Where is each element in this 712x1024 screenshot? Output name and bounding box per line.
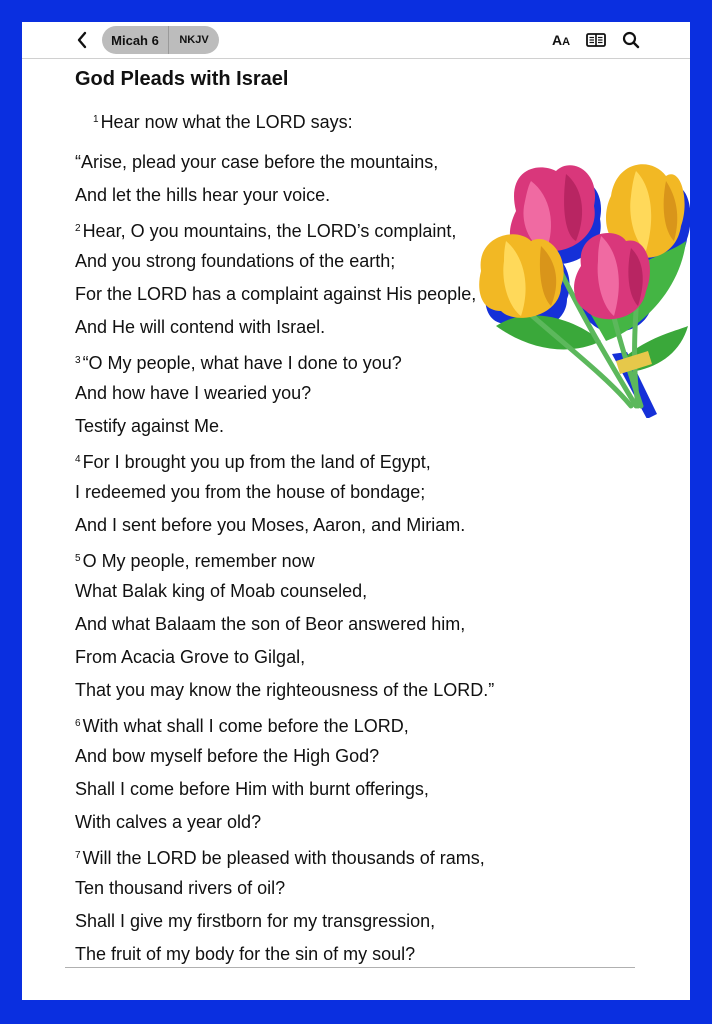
verse-text: “Arise, plead your case before the mountains, [75,152,439,172]
verse-text: And bow myself before the High God? [75,746,380,766]
verse-number: 1 [93,114,99,125]
bottom-divider [65,967,635,968]
reader-screen [22,22,690,1000]
verse-line [75,905,665,938]
search-icon [622,31,640,49]
verse-text: O My people, remember now [82,551,315,571]
verse-line [75,773,665,806]
verse-text: Shall I give my firstborn for my transgression, [75,911,436,931]
verse-number: 2 [75,223,81,234]
reader-view-button[interactable] [585,30,607,50]
back-button[interactable] [72,28,92,52]
book-view-icon [586,32,606,48]
verse-text: I redeemed you from the house of bondage; [75,482,426,502]
search-button[interactable] [620,30,642,50]
verse-text: And what Balaam the son of Beor answered him, [75,614,466,634]
verse-line [75,443,665,476]
verse-text: That you may know the righteousness of the LORD.” [75,680,495,700]
verse-line [75,476,665,509]
verse-number: 7 [75,850,81,861]
verse-line [75,608,665,641]
verse-text: Shall I come before Him with burnt offerings, [75,779,429,799]
verse-line [75,106,665,134]
verse-text: With what shall I come before the LORD, [82,716,409,736]
verse-text: Will the LORD be pleased with thousands of rams, [82,848,485,868]
verse-line [75,575,665,608]
passage-selector [102,26,219,54]
verse-text: Hear, O you mountains, the LORD’s complaint, [82,221,457,241]
verse-text: For the LORD has a complaint against His people, [75,284,477,304]
verse-text: And how have I wearied you? [75,383,312,403]
book-chapter-button[interactable]: Micah 6 [102,26,169,54]
verse-text: With calves a year old? [75,812,262,832]
verse-text: For I brought you up from the land of Egypt, [82,452,431,472]
verse-text: Hear now what the LORD says: [100,112,353,132]
verse-text: From Acacia Grove to Gilgal, [75,647,306,667]
verse-line [75,641,665,674]
text-size-button[interactable] [550,30,572,50]
version-button[interactable]: NKJV [179,34,209,46]
verse-number: 5 [75,553,81,564]
section-heading: God Pleads with Israel [75,68,289,90]
verse-number: 4 [75,454,81,465]
verse-line [75,839,665,872]
top-toolbar [22,22,690,59]
verse-text: Testify against Me. [75,416,225,436]
verse-text: The fruit of my body for the sin of my soul? [75,944,416,964]
text-size-icon: AA [551,32,571,48]
tulip-bouquet-icon [476,156,690,418]
verse-line [75,509,665,542]
chevron-left-icon [76,31,88,49]
verse-text: What Balak king of Moab counseled, [75,581,368,601]
verse-line [75,707,665,740]
verse-line [75,542,665,575]
verse-text: Ten thousand rivers of oil? [75,878,286,898]
verse-number: 6 [75,718,81,729]
verse-text: And I sent before you Moses, Aaron, and Miriam. [75,515,466,535]
verse-line [75,740,665,773]
verse-number: 3 [75,355,81,366]
verse-text: And He will contend with Israel. [75,317,326,337]
verse-line [75,872,665,905]
verse-text: And you strong foundations of the earth; [75,251,396,271]
verse-text: “O My people, what have I done to you? [82,353,402,373]
verse-line [75,806,665,839]
verse-text: And let the hills hear your voice. [75,185,331,205]
verse-line [75,674,665,707]
